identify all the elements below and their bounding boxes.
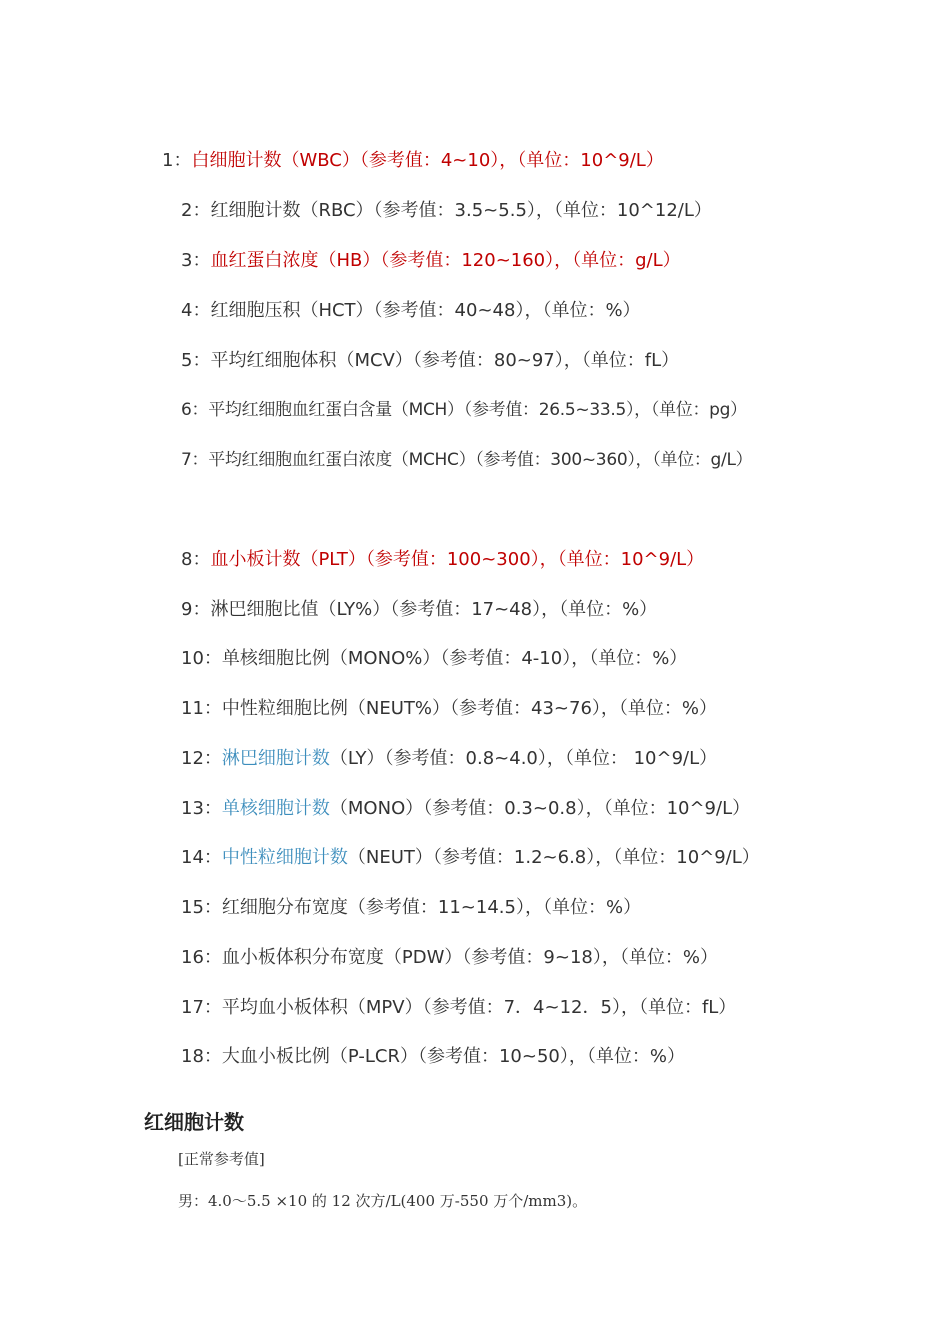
list-item-18 [181, 1045, 685, 1069]
list-item-2 [181, 199, 712, 223]
item-number: 11： [181, 698, 222, 719]
item-number: 4： [181, 300, 211, 321]
list-item-14 [181, 846, 760, 870]
list-item-5 [181, 349, 679, 373]
item-number: 1： [162, 150, 192, 171]
item-text: 血小板计数（PLT）（参考值：100~300），（单位：10^9/L） [210, 549, 705, 570]
item-text: 大血小板比例（P-LCR）（参考值：10~50），（单位：%） [221, 1046, 685, 1067]
list-item-6 [181, 398, 747, 422]
list-item-16 [181, 946, 718, 970]
item-text: 平均红细胞血红蛋白浓度（MCHC）（参考值：300~360），（单位：g/L） [208, 450, 753, 470]
item-text: 平均血小板体积（MPV）（参考值：7．4~12．5），（单位：fL） [221, 997, 737, 1018]
list-item-9 [181, 598, 657, 622]
item-text: 中性粒细胞比例（NEUT%）（参考值：43~76），（单位：%） [221, 698, 718, 719]
list-item-8 [181, 548, 704, 572]
list-item-3 [181, 249, 681, 273]
item-text: 红细胞压积（HCT）（参考值：40~48），（单位：%） [210, 300, 641, 321]
list-item-13 [181, 797, 750, 821]
list-item-15 [181, 896, 641, 920]
item-number: 10： [181, 648, 222, 669]
item-text: 白细胞计数（WBC）（参考值：4~10），（单位：10^9/L） [191, 150, 664, 171]
item-text: 淋巴细胞比值（LY%）（参考值：17~48），（单位：%） [210, 599, 658, 620]
item-number: 17： [181, 997, 222, 1018]
item-number: 7： [181, 450, 209, 470]
item-number: 15： [181, 897, 222, 918]
list-item-11 [181, 697, 717, 721]
item-text: 红细胞分布宽度（参考值：11~14.5），（单位：%） [221, 897, 642, 918]
item-number: 9： [181, 599, 211, 620]
reference-label: [正常参考值] [178, 1150, 265, 1168]
item-text: （MONO）（参考值：0.3~0.8），（单位：10^9/L） [329, 798, 751, 819]
list-item-7 [181, 448, 752, 472]
item-number: 2： [181, 200, 211, 221]
item-text: 红细胞计数（RBC）（参考值：3.5~5.5），（单位：10^12/L） [210, 200, 712, 221]
item-number: 14： [181, 847, 222, 868]
list-item-1 [162, 149, 664, 173]
item-number: 12： [181, 748, 222, 769]
item-text: 平均红细胞体积（MCV）（参考值：80~97），（单位：fL） [210, 350, 680, 371]
list-item-12 [181, 747, 717, 771]
item-text: （NEUT）（参考值：1.2~6.8），（单位：10^9/L） [347, 847, 760, 868]
item-highlight: 中性粒细胞计数 [221, 847, 348, 868]
item-number: 13： [181, 798, 222, 819]
item-text: 平均红细胞血红蛋白含量（MCH）（参考值：26.5~33.5），（单位：pg） [208, 400, 747, 420]
item-highlight: 单核细胞计数 [221, 798, 330, 819]
section-heading: 红细胞计数 [144, 1110, 244, 1134]
item-number: 8： [181, 549, 211, 570]
item-text: 单核细胞比例（MONO%）（参考值：4-10），（单位：%） [221, 648, 688, 669]
item-number: 16： [181, 947, 222, 968]
item-text: （LY）（参考值：0.8~4.0），（单位： 10^9/L） [329, 748, 718, 769]
item-highlight: 淋巴细胞计数 [221, 748, 330, 769]
item-number: 3： [181, 250, 211, 271]
item-number: 5： [181, 350, 211, 371]
list-item-4 [181, 299, 641, 323]
item-text: 血小板体积分布宽度（PDW）（参考值：9~18），（单位：%） [221, 947, 718, 968]
list-item-17 [181, 996, 736, 1020]
male-reference-line: 男：4.0～5.5 ×10 的 12 次方/L(400 万-550 万个/mm3)。 [178, 1192, 588, 1210]
item-text: 血红蛋白浓度（HB）（参考值：120~160），（单位：g/L） [210, 250, 681, 271]
item-number: 6： [181, 400, 209, 420]
item-number: 18： [181, 1046, 222, 1067]
list-item-10 [181, 647, 687, 671]
